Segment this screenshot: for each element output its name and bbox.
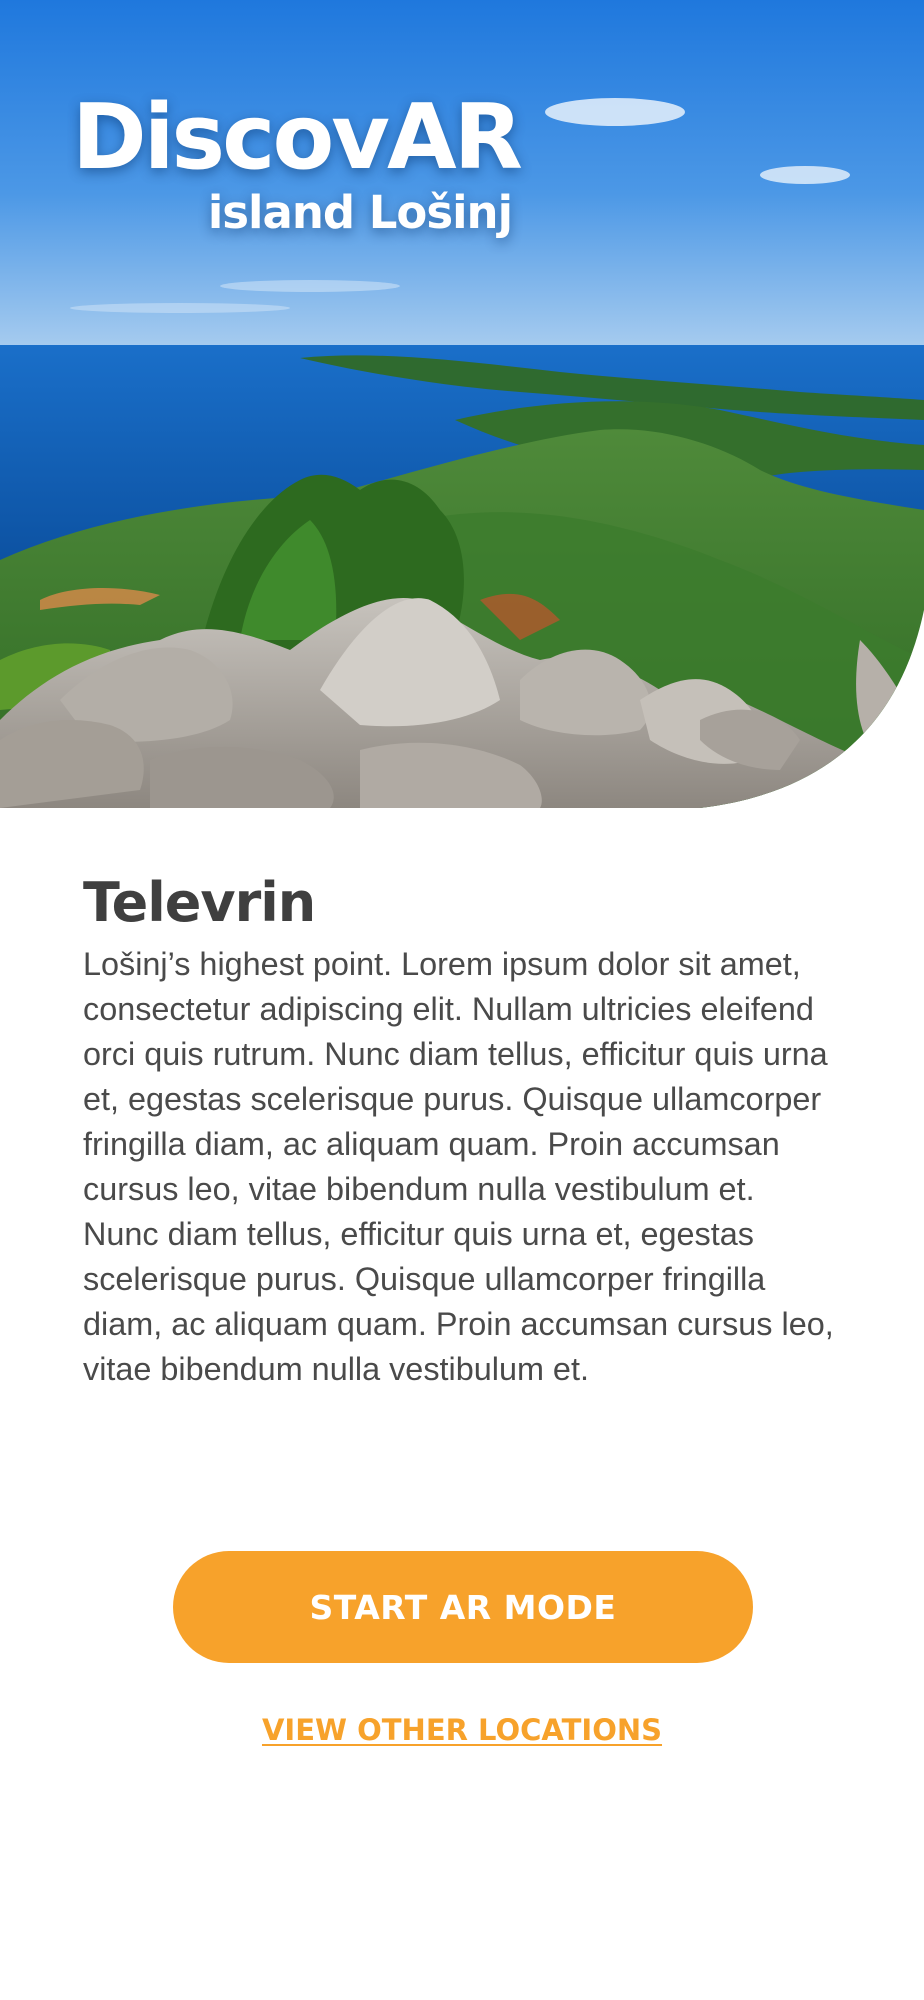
location-title: Televrin [83, 871, 316, 934]
description-paragraph: Nunc diam tellus, efficitur quis urna et, egestas scelerisque purus. Quisque ullamcorper fringilla diam, ac aliquam quam. Proin accumsan cursus leo, vitae bibendum nulla vestibulum et. [83, 1216, 834, 1387]
brand-title: DiscovAR [72, 85, 520, 190]
brand-lockup [72, 85, 520, 240]
description-paragraph: Lošinj’s highest point. Lorem ipsum dolor sit amet, consectetur adipiscing elit. Nullam ultricies eleifend orci quis rutrum. Nunc diam tellus, efficitur quis urna et, egestas scelerisque purus. Quisque ullamcorper fringilla diam, ac aliquam quam. Proin accumsan cursus leo, vitae bibendum nulla vestibulum et. [83, 946, 828, 1207]
brand-subtitle: island Lošinj [207, 186, 512, 239]
view-other-locations-link[interactable]: VIEW OTHER LOCATIONS [261, 1713, 663, 1747]
location-details [83, 868, 853, 1392]
location-description [83, 942, 853, 1392]
start-ar-mode-button[interactable]: START AR MODE [173, 1551, 753, 1663]
hero-image [0, 0, 924, 808]
